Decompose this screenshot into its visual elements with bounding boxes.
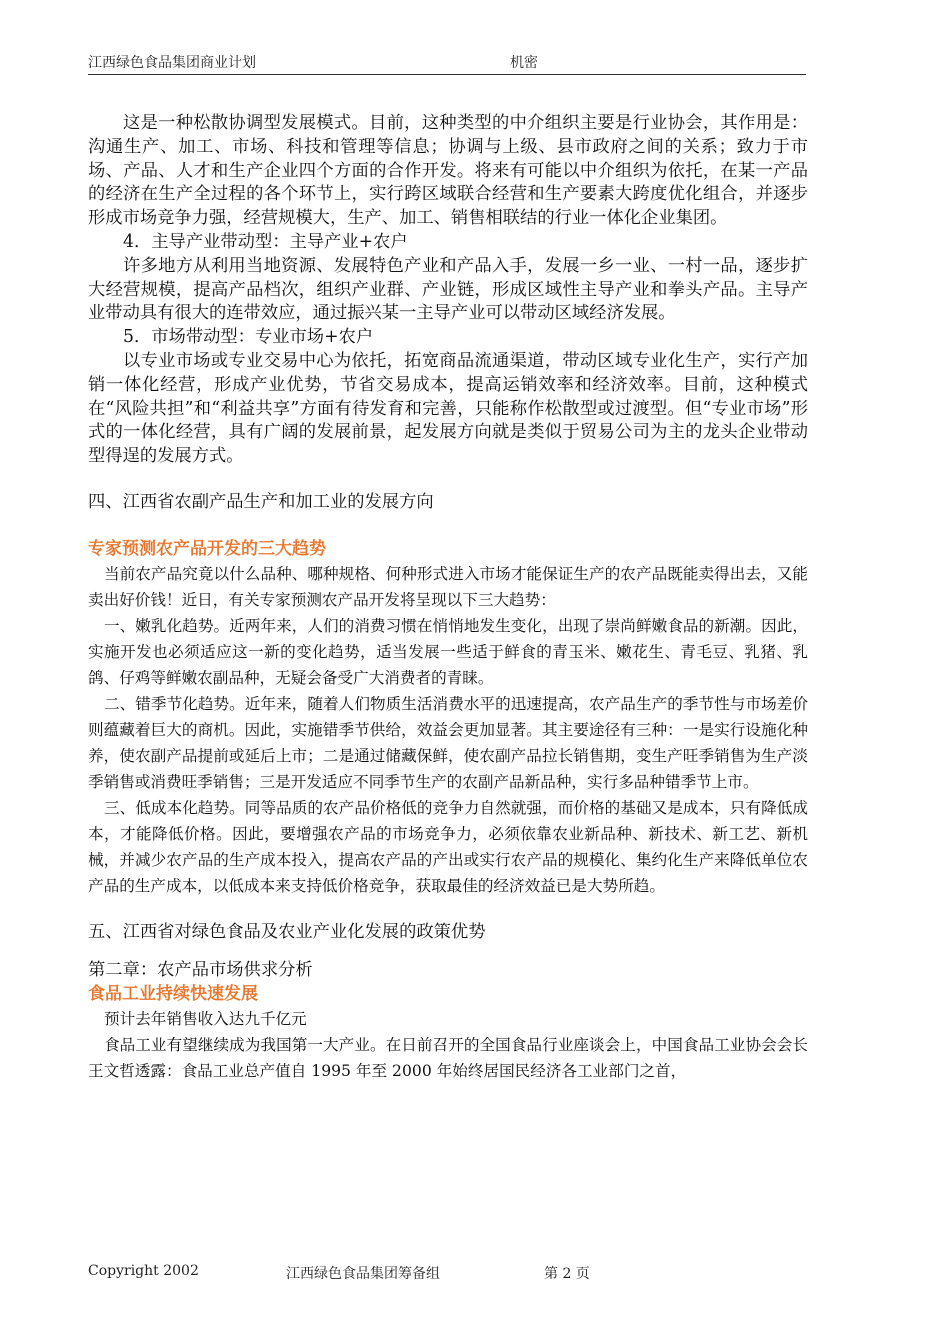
paragraph-4: 当前农产品究竟以什么品种、哪种规格、何种形式进入市场才能保证生产的农产品既能卖得出去，又能卖出好价钱！近日，有关专家预测农产品开发将呈现以下三大趋势： [88, 564, 808, 609]
paragraph-subtitle: 预计去年销售收入达九千亿元 [104, 1010, 307, 1029]
heading-item-5: 5．市场带动型：专业市场+农户 [123, 327, 374, 348]
footer-organization: 江西绿色食品集团筹备组 [286, 1266, 440, 1282]
paragraph-3: 以专业市场或专业交易中心为依托，拓宽商品流通渠道，带动区域专业化生产，实行产加销一体化经营，形成产业优势，节省交易成本，提高运销效率和经济效率。目前，这种模式在“风险共担”和“利益共享”方面有待发育和完善，只能称作松散型或过渡型。但“专业市场”形式的一体化经营，具有广阔的发展前景，起发展方向就是类似于贸易公司为主的龙头企业带动型得逞的发展方式。 [88, 350, 808, 467]
chapter-heading-2: 第二章：农产品市场供求分析 [88, 959, 313, 980]
footer-copyright: Copyright 2002 [88, 1263, 199, 1279]
document-body [88, 112, 808, 1084]
header-confidential: 机密 [510, 55, 538, 71]
subheading-trends: 专家预测农产品开发的三大趋势 [88, 538, 326, 559]
paragraph-5: 一、嫩乳化趋势。近两年来，人们的消费习惯在悄悄地发生变化，出现了崇尚鲜嫩食品的新潮。因此，实施开发也必须适应这一新的变化趋势，适当发展一些适于鲜食的青玉米、嫩花生、青毛豆、乳猪、乳鸽、仔鸡等鲜嫩农副品种，无疑会备受广大消费者的青睐。 [88, 616, 808, 687]
subheading-food-industry: 食品工业持续快速发展 [88, 984, 258, 1005]
section-heading-4: 四、江西省农副产品生产和加工业的发展方向 [88, 491, 434, 512]
paragraph-7: 三、低成本化趋势。同等品质的农产品价格低的竞争力自然就强，而价格的基础又是成本，只有降低成本，才能降低价格。因此，要增强农产品的市场竞争力，必须依靠农业新品种、新技术、新工艺、新机械，并减少农产品的生产成本投入，提高农产品的产出或实行农产品的规模化、集约化生产来降低单位农产品的生产成本，以低成本来支持低价格竞争，获取最佳的经济效益已是大势所趋。 [88, 798, 808, 895]
paragraph-1: 这是一种松散协调型发展模式。目前，这种类型的中介组织主要是行业协会，其作用是：沟通生产、加工、市场、科技和管理等信息；协调与上级、县市政府之间的关系；致力于市场、产品、人才和生产企业四个方面的合作开发。将来有可能以中介组织为依托，在某一产品的经济在生产全过程的各个环节上，实行跨区域联合经营和生产要素大跨度优化组合，并逐步形成市场竞争力强，经营规模大，生产、加工、销售相联结的行业一体化企业集团。 [88, 113, 808, 229]
page-header [88, 50, 806, 75]
footer-page-number: 第 2 页 [544, 1266, 590, 1282]
paragraph-2: 许多地方从利用当地资源、发展特色产业和产品入手，发展一乡一业、一村一品，逐步扩大经营规模，提高产品档次，组织产业群、产业链，形成区域性主导产业和拳头产品。主导产业带动具有很大的连带效应，通过振兴某一主导产业可以带动区域经济发展。 [88, 255, 808, 324]
heading-item-4: 4．主导产业带动型：主导产业+农户 [123, 231, 408, 252]
section-heading-5: 五、江西省对绿色食品及农业产业化发展的政策优势 [88, 921, 486, 942]
paragraph-6: 二、错季节化趋势。近年来，随着人们物质生活消费水平的迅速提高，农产品生产的季节性与市场差价则蕴藏着巨大的商机。因此，实施错季节供给，效益会更加显著。其主要途径有三种：一是实行设施化种养，使农副产品提前或延后上市；二是通过储藏保鲜，使农副产品拉长销售期，变生产旺季销售为生产淡季销售或消费旺季销售；三是开发适应不同季节生产的农副产品新品种，实行多品种错季节上市。 [88, 694, 808, 791]
header-title: 江西绿色食品集团商业计划 [88, 55, 256, 71]
paragraph-8: 食品工业有望继续成为我国第一大产业。在日前召开的全国食品行业座谈会上，中国食品工业协会会长王文哲透露：食品工业总产值自 1995 年至 2000 年始终居国民经济各工业部门之首， [88, 1036, 808, 1081]
